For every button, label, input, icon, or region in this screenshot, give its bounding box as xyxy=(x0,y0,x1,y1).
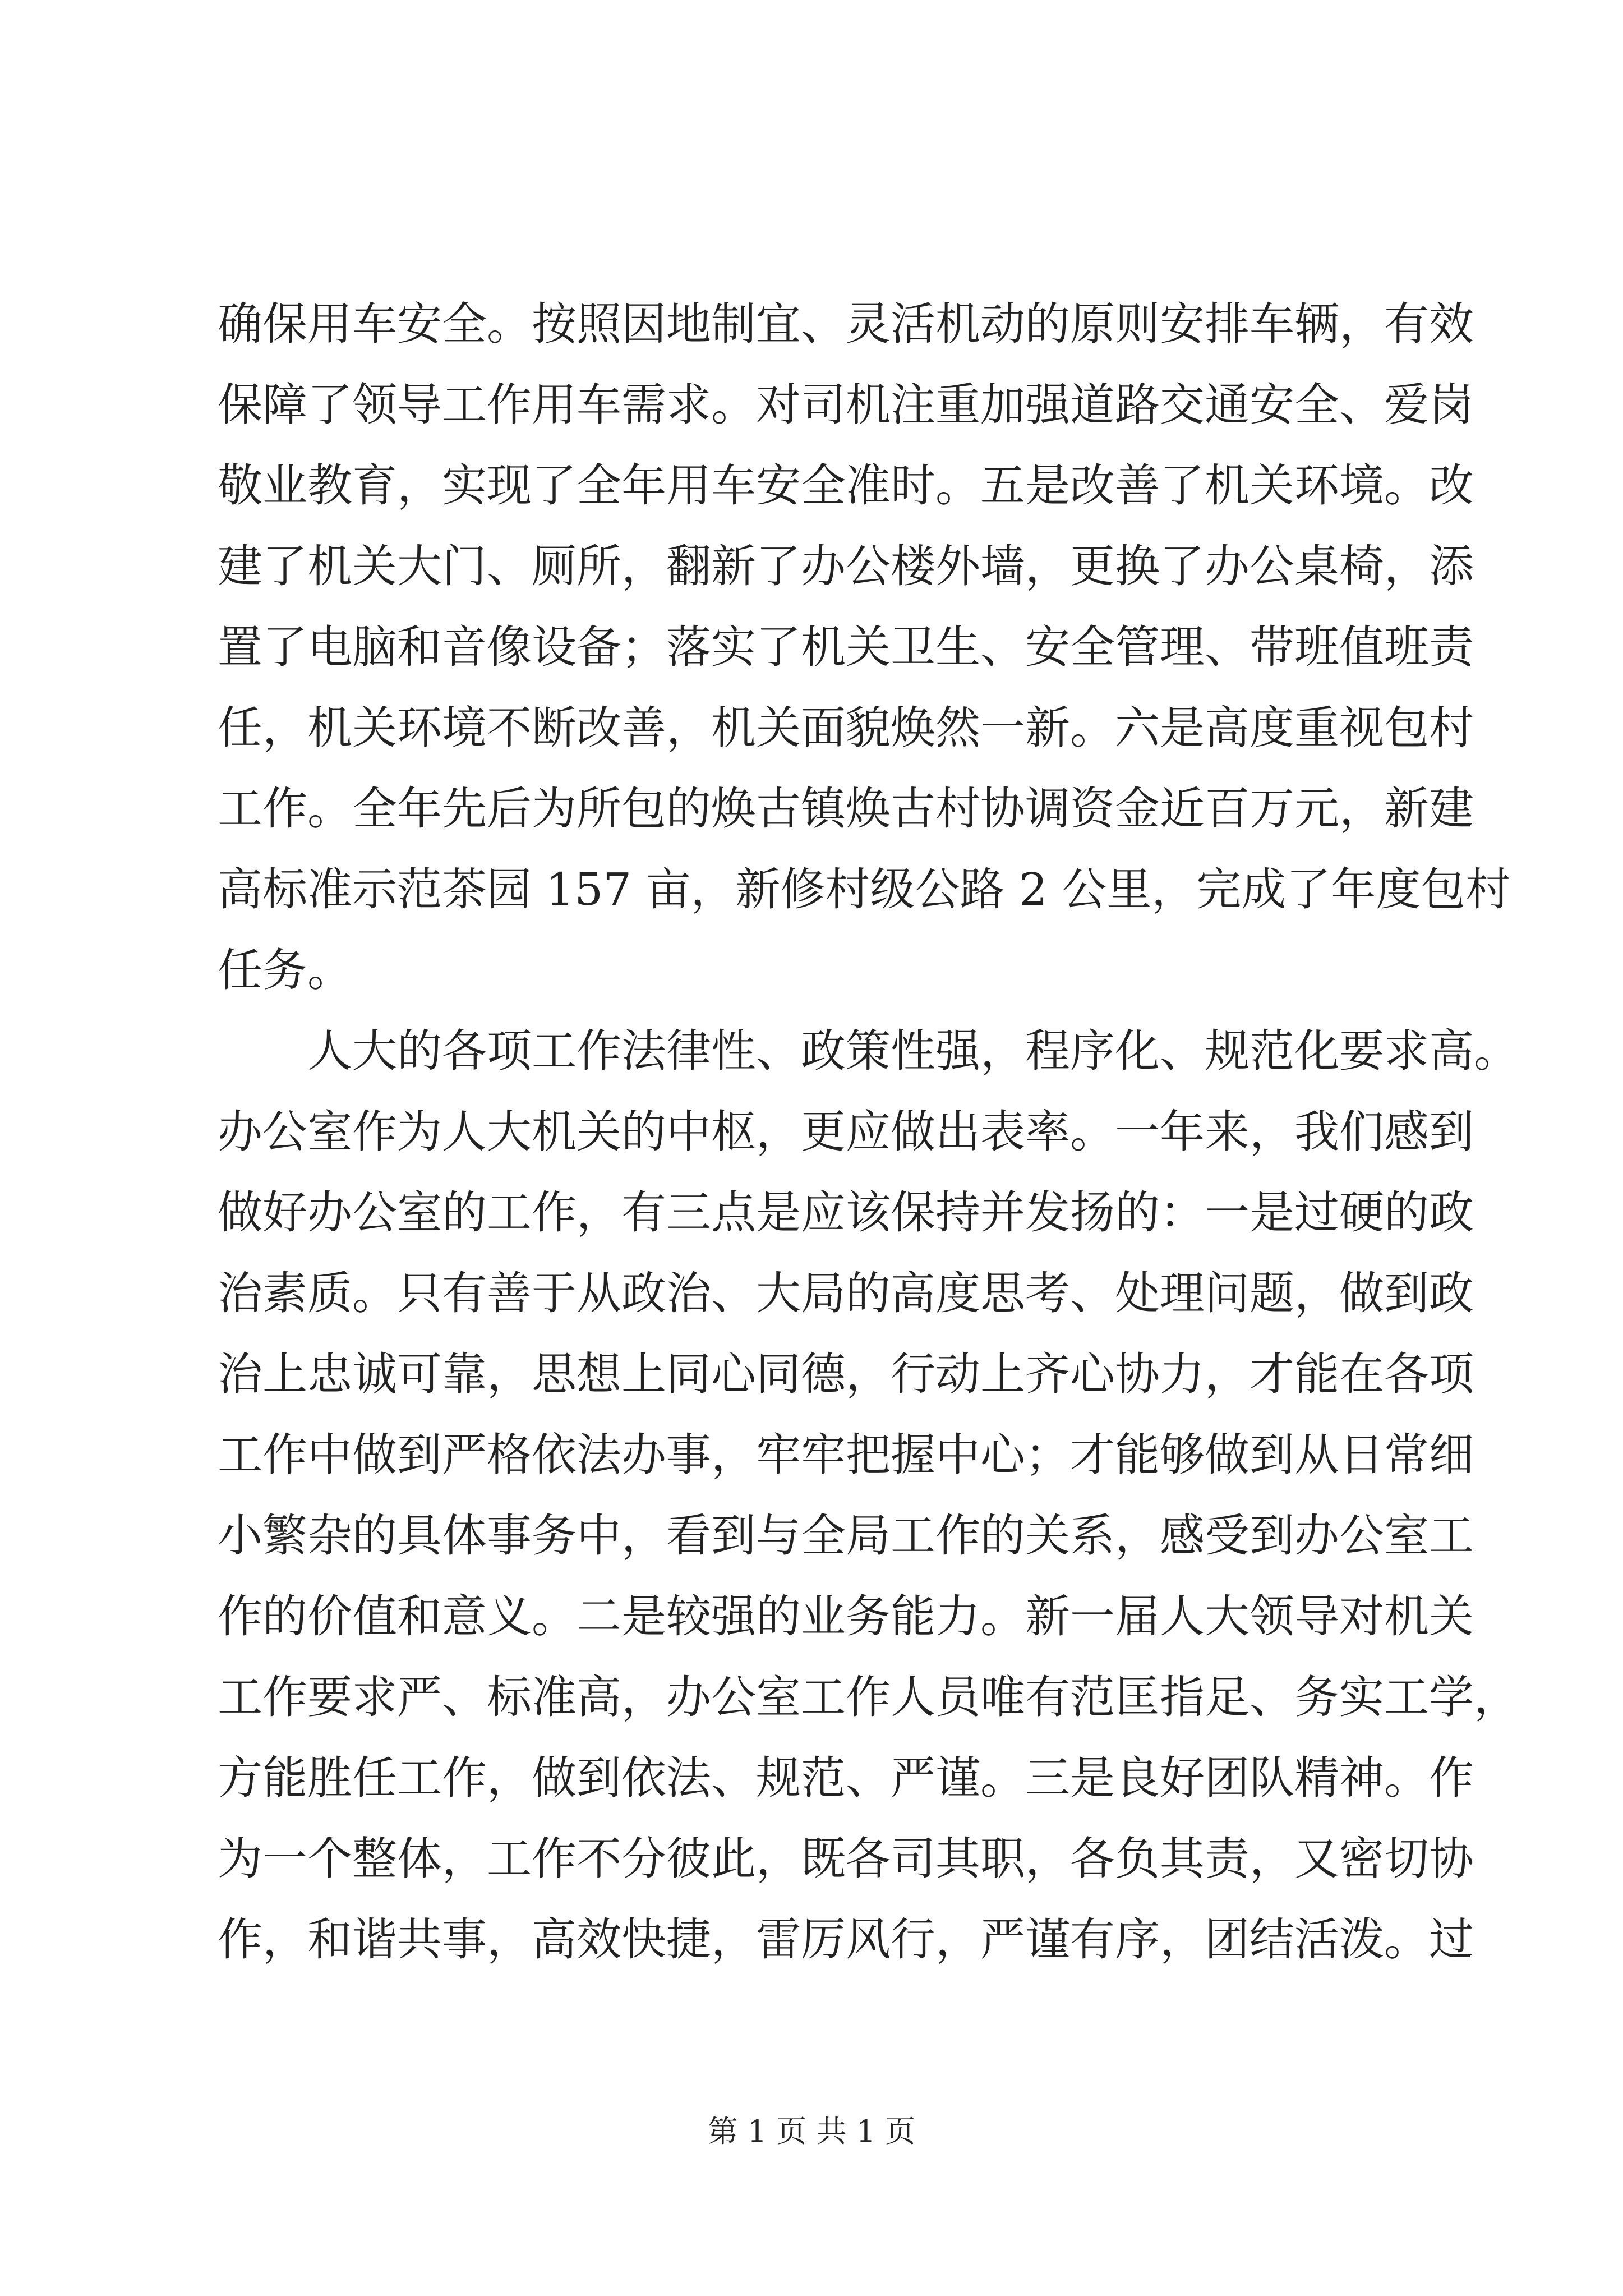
text-line: 保障了领导工作用车需求。对司机注重加强道路交通安全、爱岗 xyxy=(218,379,1474,431)
text-line: 工作要求严、标准高，办公室工作人员唯有范匡指足、务实工学， xyxy=(218,1671,1519,1723)
text-line: 置了电脑和音像设备；落实了机关卫生、安全管理、带班值班责 xyxy=(218,621,1474,673)
text-line: 工作中做到严格依法办事，牢牢把握中心；才能够做到从日常细 xyxy=(218,1429,1474,1481)
text-line: 敬业教育，实现了全年用车安全准时。五是改善了机关环境。改 xyxy=(218,459,1474,512)
text-line: 小繁杂的具体事务中，看到与全局工作的关系，感受到办公室工 xyxy=(218,1510,1474,1562)
text-line: 人大的各项工作法律性、政策性强，程序化、规范化要求高。 xyxy=(307,1025,1519,1077)
text-line: 确保用车安全。按照因地制宜、灵活机动的原则安排车辆，有效 xyxy=(218,298,1474,350)
page-footer: 第 1 页 共 1 页 xyxy=(707,2114,916,2149)
text-line: 为一个整体，工作不分彼此，既各司其职，各负其责，又密切协 xyxy=(218,1833,1474,1885)
text-line: 方能胜任工作，做到依法、规范、严谨。三是良好团队精神。作 xyxy=(218,1752,1474,1804)
text-line: 做好办公室的工作，有三点是应该保持并发扬的：一是过硬的政 xyxy=(218,1186,1474,1239)
text-line: 治上忠诚可靠，思想上同心同德，行动上齐心协力，才能在各项 xyxy=(218,1348,1474,1400)
text-line: 作的价值和意义。二是较强的业务能力。新一届人大领导对机关 xyxy=(218,1590,1474,1642)
text-line: 作，和谐共事，高效快捷，雷厉风行，严谨有序，团结活泼。过 xyxy=(218,1913,1474,1966)
text-line: 办公室作为人大机关的中枢，更应做出表率。一年来，我们感到 xyxy=(218,1106,1474,1158)
text-line: 工作。全年先后为所包的焕古镇焕古村协调资金近百万元，新建 xyxy=(218,783,1474,835)
text-line: 任务。 xyxy=(218,944,352,996)
text-line: 任，机关环境不断改善，机关面貌焕然一新。六是高度重视包村 xyxy=(218,702,1474,754)
text-line: 高标准示范茶园 157 亩，新修村级公路 2 公里，完成了年度包村 xyxy=(218,863,1511,915)
text-line: 治素质。只有善于从政治、大局的高度思考、处理问题，做到政 xyxy=(218,1267,1474,1319)
text-line: 建了机关大门、厕所，翻新了办公楼外墙，更换了办公桌椅，添 xyxy=(218,540,1474,592)
